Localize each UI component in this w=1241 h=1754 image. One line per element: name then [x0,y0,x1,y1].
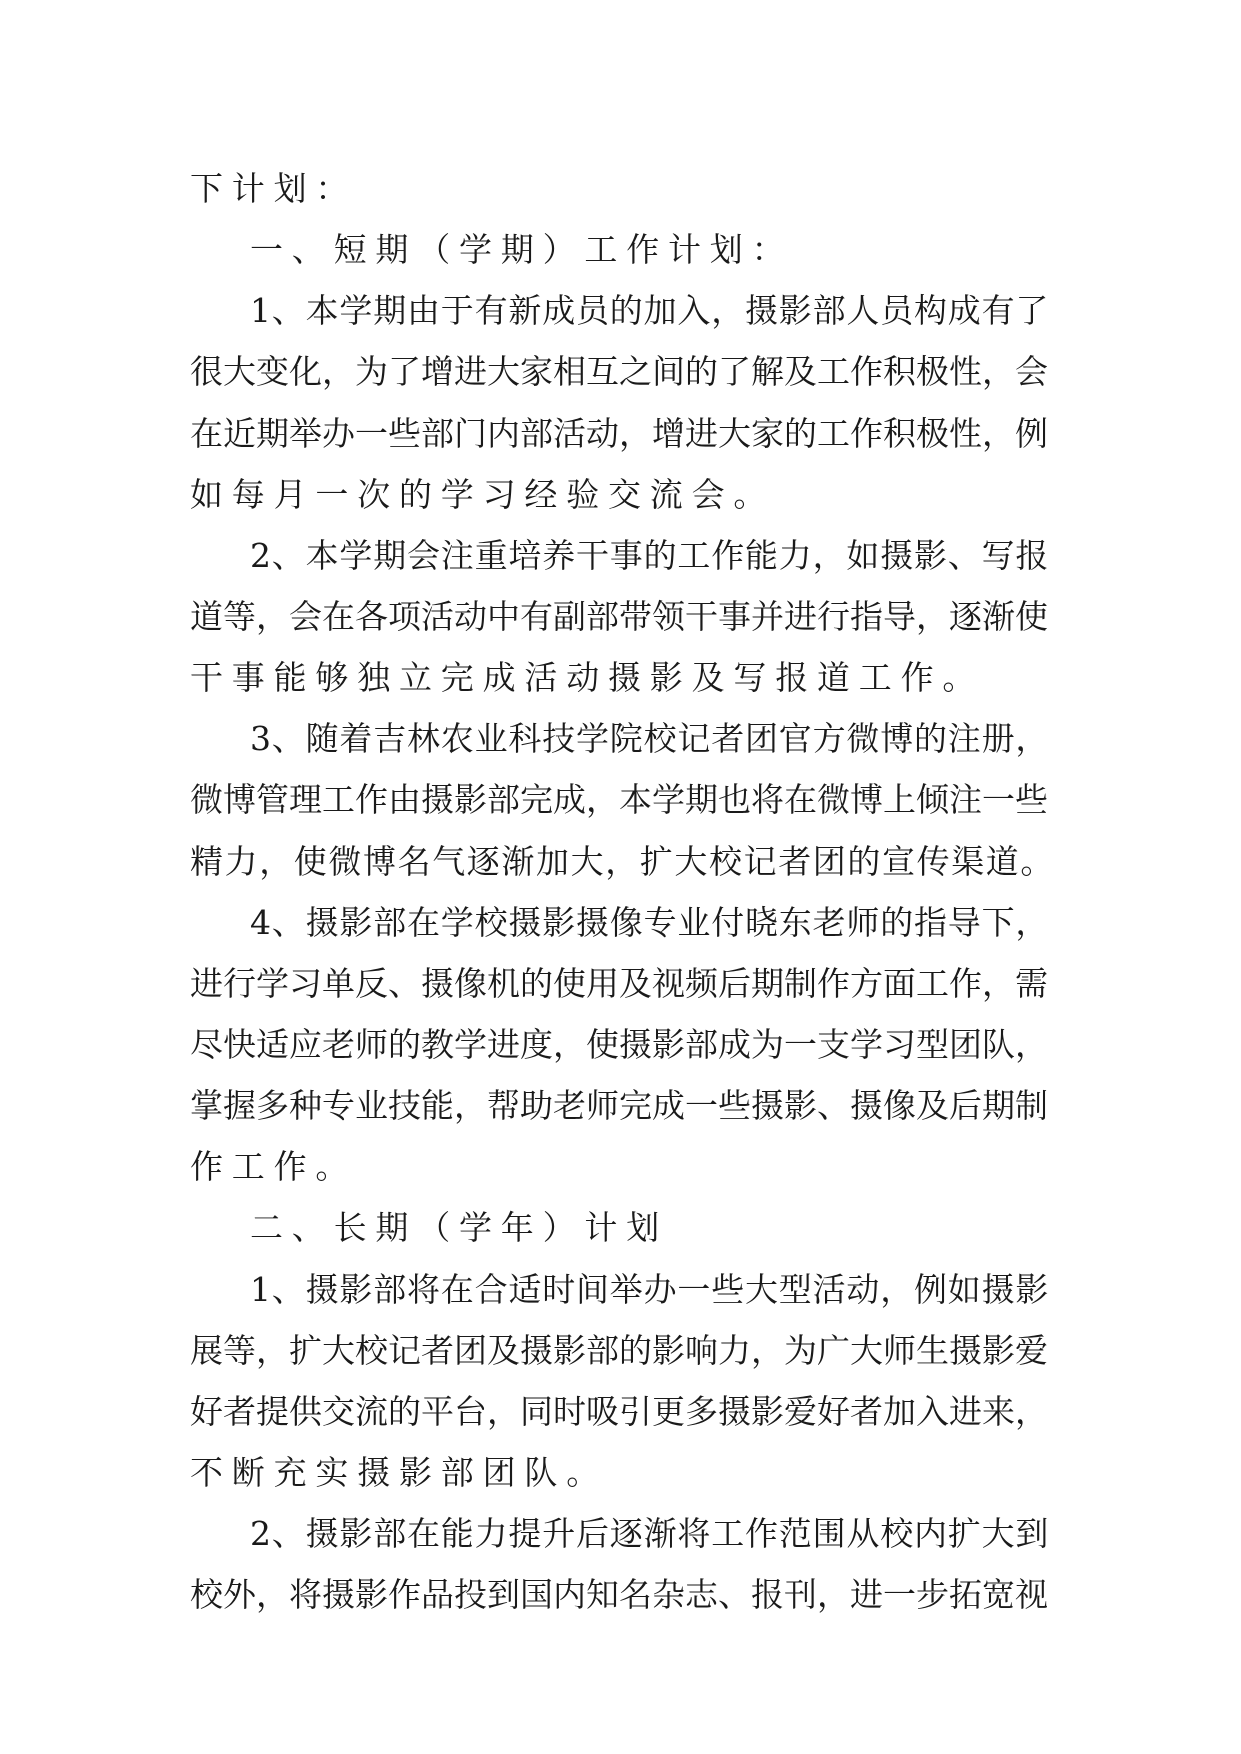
text-line: 2、本学期会注重培养干事的工作能力，如摄影、写报 [250,535,1050,575]
document-body [190,158,1055,1625]
text-line: 展等，扩大校记者团及摄影部的影响力，为广大师生摄影爱 [190,1330,1048,1370]
text-line: 校外，将摄影作品投到国内知名杂志、报刊，进一步拓宽视 [190,1575,1048,1615]
text-line: 掌握多种专业技能，帮助老师完成一些摄影、摄像及后期制 [190,1086,1048,1126]
text-line: 作工作。 [190,1147,358,1187]
text-line: 很大变化，为了增进大家相互之间的了解及工作积极性，会 [190,352,1048,392]
text-line: 1、摄影部将在合适时间举办一些大型活动，例如摄影 [250,1269,1050,1309]
text-line: 尽快适应老师的教学进度，使摄影部成为一支学习型团队， [190,1024,1048,1064]
text-line: 下计划： [190,169,358,208]
text-line: 进行学习单反、摄像机的使用及视频后期制作方面工作，需 [190,963,1048,1003]
text-line: 4、摄影部在学校摄影摄像专业付晓东老师的指导下， [250,902,1050,942]
text-line: 1、本学期由于有新成员的加入，摄影部人员构成有了 [250,291,1050,331]
text-line: 精力，使微博名气逐渐加大，扩大校记者团的宣传渠道。 [190,841,1055,881]
text-line: 如每月一次的学习经验交流会。 [190,474,776,514]
text-line: 道等，会在各项活动中有副部带领干事并进行指导，逐渐使 [190,596,1048,636]
section-heading: 二、长期（学年）计划 [250,1208,668,1248]
text-line: 在近期举办一些部门内部活动，增进大家的工作积极性，例 [190,413,1048,453]
text-line: 干事能够独立完成活动摄影及写报道工作。 [190,658,985,698]
text-line: 微博管理工作由摄影部完成，本学期也将在微博上倾注一些 [190,780,1048,820]
text-line: 3、随着吉林农业科技学院校记者团官方微博的注册， [250,719,1050,759]
text-line: 好者提供交流的平台，同时吸引更多摄影爱好者加入进来， [190,1391,1048,1431]
text-line: 不断充实摄影部团队。 [190,1452,608,1492]
text-line: 2、摄影部在能力提升后逐渐将工作范围从校内扩大到 [250,1514,1050,1554]
section-heading: 一、短期（学期）工作计划： [250,230,794,270]
